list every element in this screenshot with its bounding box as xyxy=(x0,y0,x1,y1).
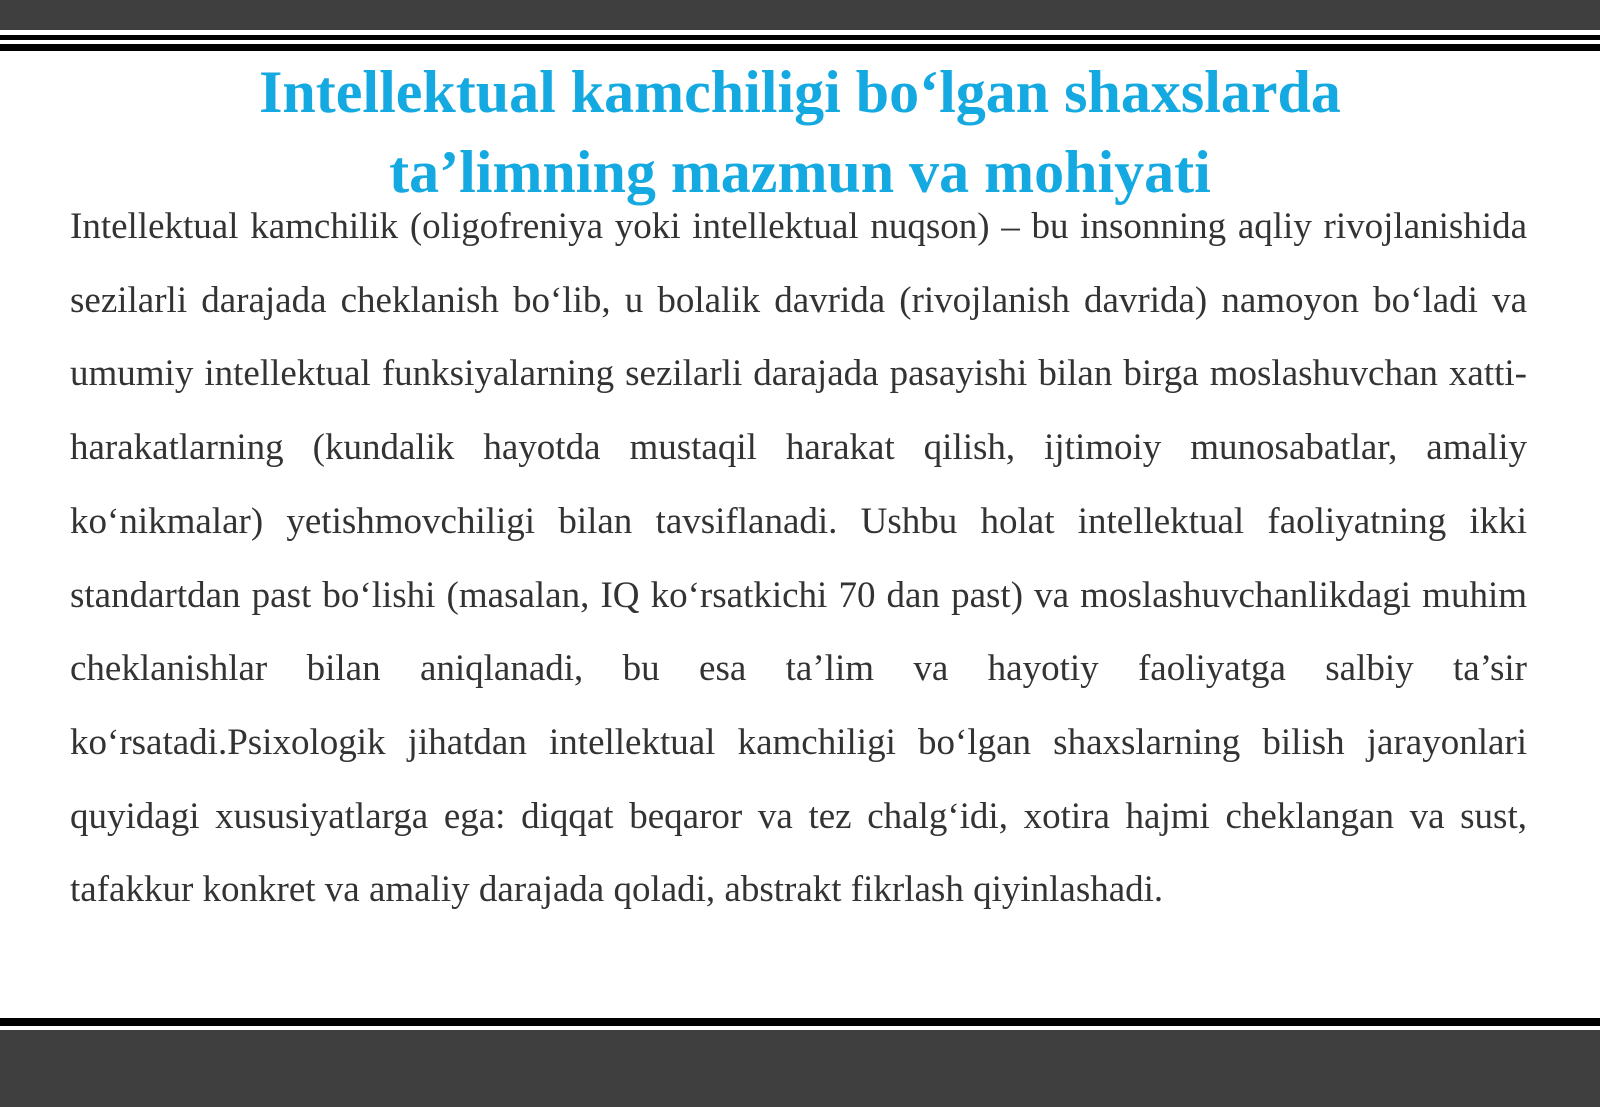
top-dark-band xyxy=(0,0,1600,30)
slide-title-line-2: ta’limning mazmun va mohiyati xyxy=(389,139,1211,205)
slide-title xyxy=(0,52,1600,212)
bottom-dark-band xyxy=(0,1030,1600,1107)
slide-title-line-1: Intellektual kamchiligi bo‘lgan shaxslarda xyxy=(259,59,1341,125)
slide-body-paragraph: Intellektual kamchilik (oligofreniya yoki intellektual nuqson) – bu insonning aqliy rivojlanishida sezilarli darajada cheklanish bo‘lib, u bolalik davrida (rivojlanish davrida) namoyon bo‘ladi va umumiy intellektual funksiyalarning sezilarli darajada pasayishi bilan birga moslashuvchan xatti-harakatlarning (kundalik hayotda mustaqil harakat qilish, ijtimoiy munosabatlar, amaliy ko‘nikmalar) yetishmovchiligi bilan tavsiflanadi. Ushbu holat intellektual faoliyatning ikki standartdan past bo‘lishi (masalan, IQ ko‘rsatkichi 70 dan past) va moslashuvchanlikdagi muhim cheklanishlar bilan aniqlanadi, bu esa ta’lim va hayotiy faoliyatga salbiy ta’sir ko‘rsatadi.Psixologik jihatdan intellektual kamchiligi bo‘lgan shaxslarning bilish jarayonlari quyidagi xususiyatlarga ega: diqqat beqaror va tez chalg‘idi, xotira hajmi cheklangan va sust, tafakkur konkret va amaliy darajada qoladi, abstrakt fikrlash qiyinlashadi. xyxy=(70,206,1527,911)
top-stripe-thin xyxy=(0,35,1600,40)
top-stripe-thick xyxy=(0,44,1600,51)
bottom-stripe xyxy=(0,1018,1600,1026)
